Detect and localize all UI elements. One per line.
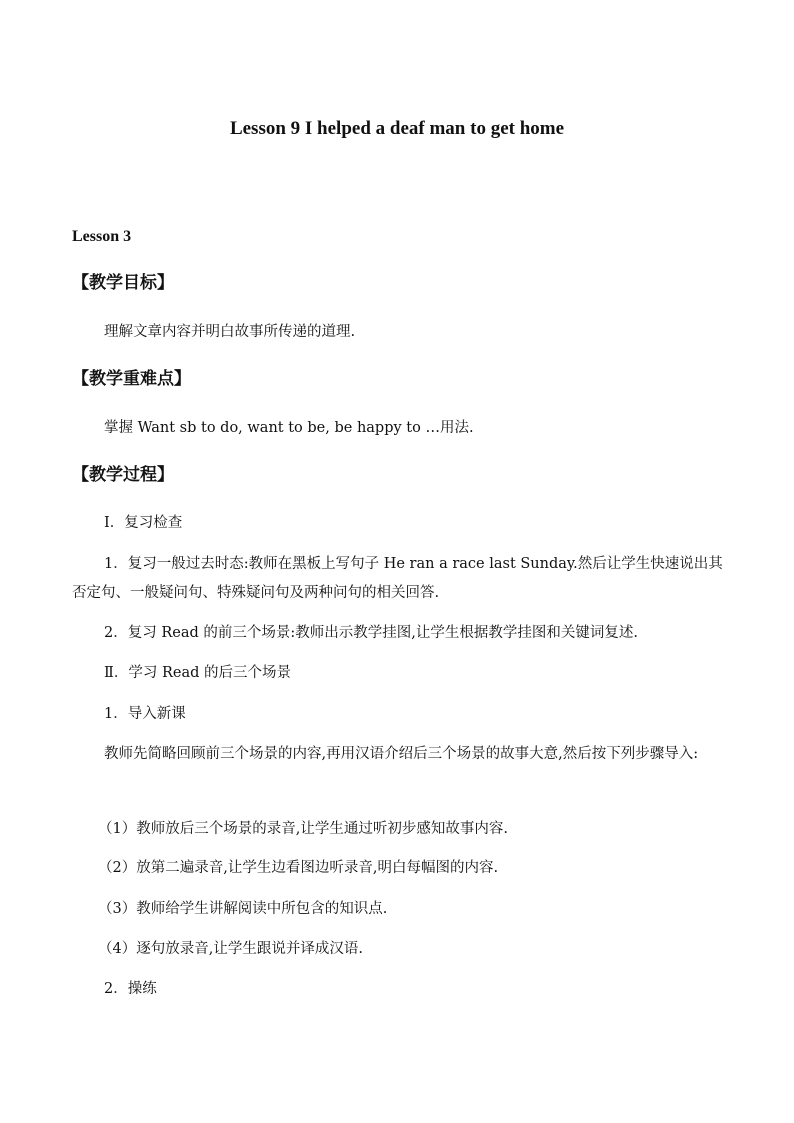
part1-title: Ⅰ．复习检查 [104, 515, 183, 531]
objectives-heading: 【教学目标】 [72, 273, 174, 293]
step-1: （1）教师放后三个场景的录音,让学生通过听初步感知故事内容. [98, 821, 508, 837]
part2-item1-title: 1．导入新课 [104, 706, 186, 722]
part1-item1: 1．复习一般过去时态:教师在黑板上写句子 He ran a race last Sunday.然后让学生快速说出其否定句、一般疑问句、特殊疑问句及两种问句的相关回答. [72, 556, 723, 601]
step-3: （3）教师给学生讲解阅读中所包含的知识点. [98, 901, 388, 917]
part2-item1-text: 教师先简略回顾前三个场景的内容,再用汉语介绍后三个场景的故事大意,然后按下列步骤导入: [104, 746, 699, 762]
keypoints-heading: 【教学重难点】 [72, 369, 191, 389]
document-title: Lesson 9 I helped a deaf man to get home [229, 118, 565, 139]
step-4: （4）逐句放录音,让学生跟说并译成汉语. [98, 941, 363, 957]
part2-item2-title: 2．操练 [104, 981, 157, 997]
part2-title: Ⅱ．学习 Read 的后三个场景 [104, 665, 291, 681]
lesson-subtitle: Lesson 3 [72, 228, 132, 245]
keypoints-text: 掌握 Want sb to do, want to be, be happy to …用法. [104, 420, 474, 436]
part1-item2: 2．复习 Read 的前三个场景:教师出示教学挂图,让学生根据教学挂图和关键词复述. [104, 625, 638, 641]
step-2: （2）放第二遍录音,让学生边看图边听录音,明白每幅图的内容. [98, 860, 499, 876]
process-heading: 【教学过程】 [72, 465, 174, 485]
objectives-text: 理解文章内容并明白故事所传递的道理. [104, 324, 356, 340]
